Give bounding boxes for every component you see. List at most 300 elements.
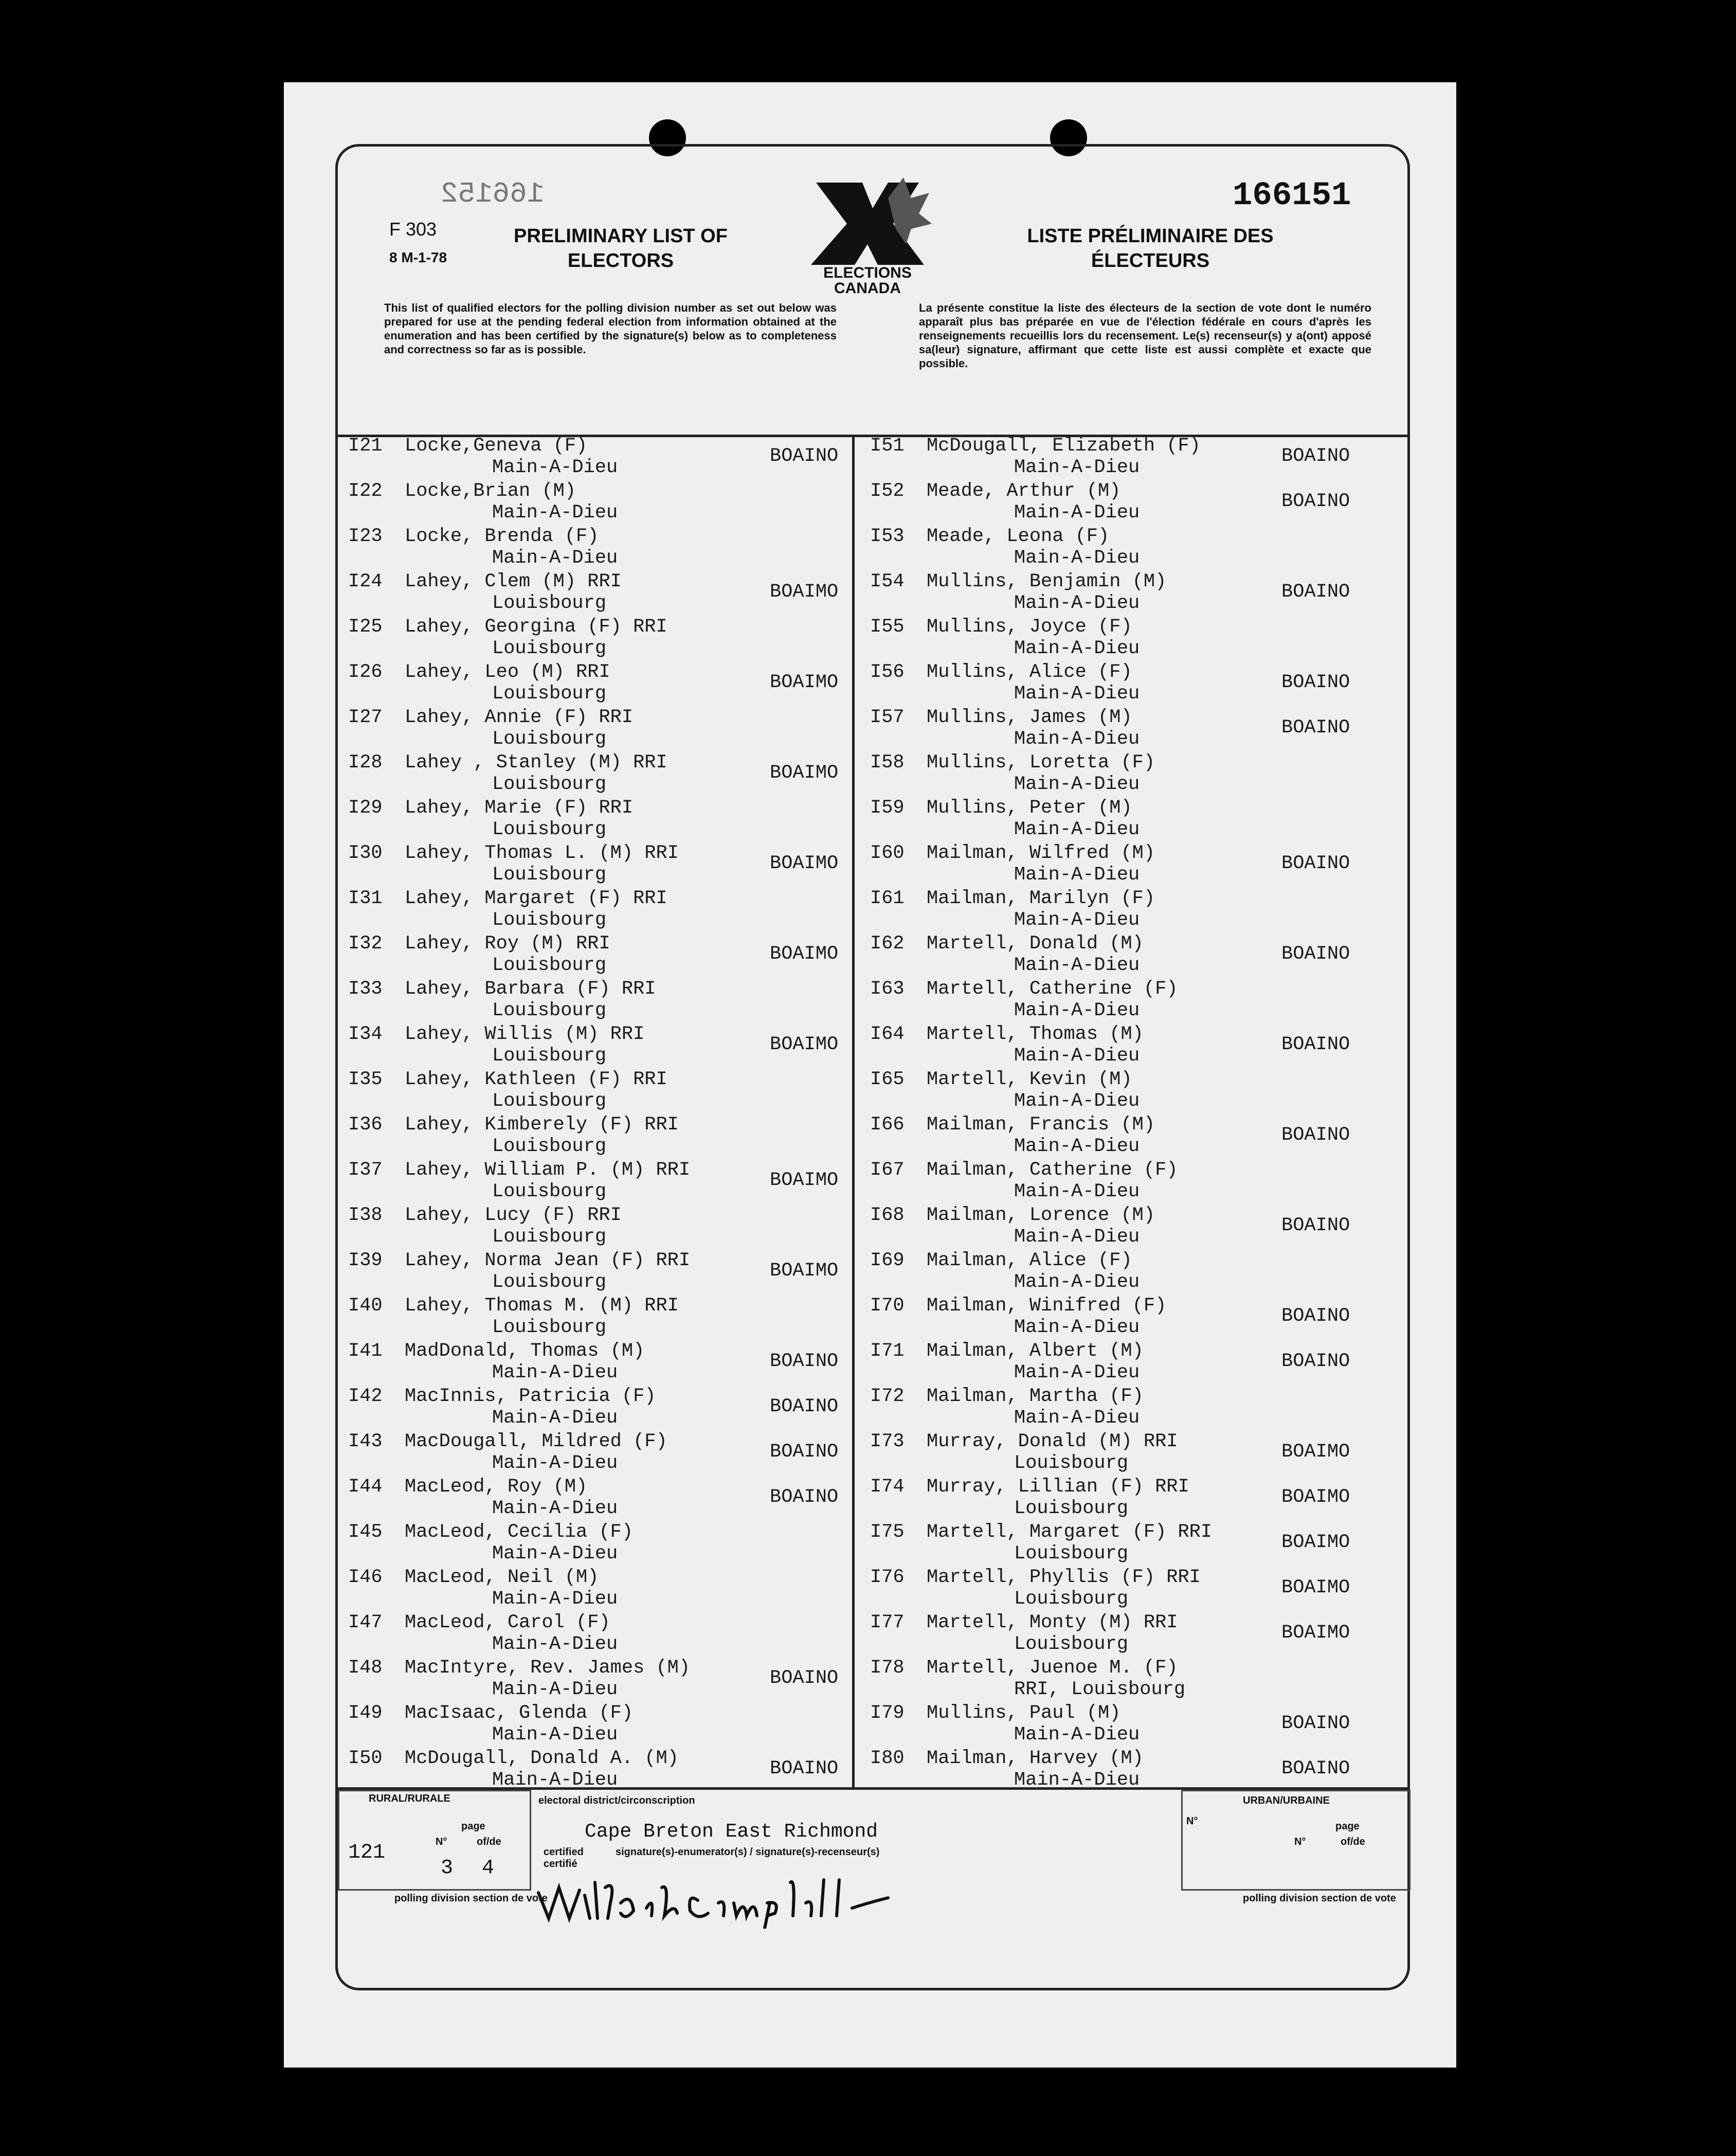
elector-address: Louisbourg (1014, 1498, 1129, 1519)
elector-column-right (870, 435, 1379, 1792)
elector-number: I62 (870, 933, 905, 955)
elector-address: Main-A-Dieu (1014, 774, 1140, 795)
elector-number: I68 (870, 1205, 905, 1226)
elector-address: Main-A-Dieu (1014, 955, 1140, 976)
elector-number: I22 (348, 480, 383, 502)
elector-poll-code: BOAIMO (770, 853, 839, 874)
elector-name: Martell, Thomas (M) (927, 1023, 1144, 1045)
elector-entry (348, 525, 857, 570)
elector-number: I63 (870, 978, 905, 1000)
elector-name: Mailman, Catherine (F) (927, 1159, 1178, 1181)
elector-name: MacLeod, Cecilia (F) (405, 1521, 634, 1543)
polling-division-label: polling division section de vote (394, 1893, 548, 1904)
elector-address: Louisbourg (492, 1271, 607, 1293)
elector-number: I58 (870, 752, 905, 774)
logo-text-canada: CANADA (834, 280, 901, 296)
elector-entry (348, 1521, 857, 1566)
elector-poll-code: BOAINO (1281, 1758, 1350, 1780)
elector-entry (348, 1159, 857, 1204)
elector-address: Louisbourg (1014, 1633, 1129, 1655)
elector-entry (870, 570, 1379, 616)
elector-address: Main-A-Dieu (492, 1588, 618, 1610)
elector-name: Mailman, Marilyn (F) (927, 888, 1155, 909)
rural-page-label: page (461, 1821, 485, 1832)
elector-name: Murray, Donald (M) RRI (927, 1431, 1178, 1452)
elector-number: I43 (348, 1431, 383, 1452)
elector-name: Mailman, Lorence (M) (927, 1205, 1155, 1226)
elector-number: I66 (870, 1114, 905, 1136)
elector-number: I73 (870, 1431, 905, 1452)
form-date: 8 M-1-78 (389, 249, 447, 265)
elector-poll-code: BOAIMO (1281, 1441, 1350, 1463)
logo-text-elections: ELECTIONS (823, 264, 912, 281)
elector-number: I79 (870, 1702, 905, 1724)
elector-name: MacIntyre, Rev. James (M) (405, 1657, 691, 1679)
title-french: LISTE PRÉLIMINAIRE DES ÉLECTEURS (1027, 225, 1274, 272)
elector-number: I72 (870, 1386, 905, 1407)
elector-entry (348, 1340, 857, 1385)
elector-number: I38 (348, 1205, 383, 1226)
elector-number: I55 (870, 616, 905, 638)
elector-number: I77 (870, 1612, 905, 1633)
elector-entry (870, 1340, 1379, 1385)
ghost-serial: 166152 (441, 177, 545, 210)
urban-no-label-2: N° (1294, 1836, 1306, 1847)
elector-entry (348, 1566, 857, 1611)
elector-poll-code: BOAINO (770, 1667, 839, 1689)
elector-name: Mailman, Harvey (M) (927, 1748, 1144, 1769)
district-label: electoral district/circonscription (538, 1795, 695, 1806)
elector-address: Louisbourg (492, 955, 607, 976)
elector-address: Louisbourg (492, 909, 607, 931)
elector-entry (348, 480, 857, 525)
elector-name: MacLeod, Neil (M) (405, 1567, 599, 1588)
elector-address: Main-A-Dieu (1014, 1090, 1140, 1112)
elector-number: I44 (348, 1476, 383, 1498)
elector-number: I49 (348, 1702, 383, 1724)
elector-name: Lahey, Annie (F) RRI (405, 707, 634, 728)
elector-name: Mailman, Winifred (F) (927, 1295, 1167, 1317)
elector-name: Mullins, Peter (M) (927, 797, 1132, 819)
elector-address: Main-A-Dieu (1014, 1407, 1140, 1429)
elector-poll-code: BOAINO (1281, 1215, 1350, 1236)
rural-of-label: of/de (477, 1836, 501, 1847)
elector-name: Meade, Leona (F) (927, 526, 1110, 547)
elector-name: Lahey, Willis (M) RRI (405, 1023, 645, 1045)
elector-number: I21 (348, 435, 383, 457)
elector-address: Louisbourg (492, 774, 607, 795)
elector-poll-code: BOAINO (1281, 943, 1350, 965)
elector-address: Main-A-Dieu (1014, 909, 1140, 931)
polling-division-number: 121 (348, 1841, 386, 1864)
elector-number: I33 (348, 978, 383, 1000)
elector-address: Main-A-Dieu (1014, 683, 1140, 705)
elector-address: Louisbourg (492, 1181, 607, 1202)
elector-address: Main-A-Dieu (492, 547, 618, 569)
elector-address: Louisbourg (492, 1136, 607, 1157)
elector-entry (348, 932, 857, 978)
elector-poll-code: BOAIMO (770, 762, 839, 784)
elector-entry (870, 1521, 1379, 1566)
elector-name: Mullins, Paul (M) (927, 1702, 1121, 1724)
elector-address: Louisbourg (492, 1045, 607, 1067)
elector-name: Lahey, Kathleen (F) RRI (405, 1069, 667, 1090)
elector-poll-code: BOAINO (1281, 445, 1350, 467)
elector-address: Main-A-Dieu (1014, 819, 1140, 840)
elector-address: Louisbourg (492, 638, 607, 659)
elector-address: Louisbourg (1014, 1588, 1129, 1610)
elector-address: Main-A-Dieu (492, 1724, 618, 1746)
page-number: 3 (441, 1857, 454, 1880)
elector-entry (870, 1159, 1379, 1204)
elector-name: Martell, Margaret (F) RRI (927, 1521, 1213, 1543)
elector-entry (870, 1657, 1379, 1702)
elector-entry (348, 1702, 857, 1747)
elector-entry (870, 1566, 1379, 1611)
elector-poll-code: BOAINO (1281, 717, 1350, 739)
elector-number: I23 (348, 526, 383, 547)
elector-address: Main-A-Dieu (492, 1362, 618, 1384)
elector-entry (348, 1747, 857, 1792)
elector-address: Louisbourg (492, 592, 607, 614)
elector-name: McDougall, Donald A. (M) (405, 1748, 679, 1769)
elector-entry (870, 525, 1379, 570)
elector-entry (348, 616, 857, 661)
elector-name: Murray, Lillian (F) RRI (927, 1476, 1189, 1498)
elector-address: Main-A-Dieu (1014, 1317, 1140, 1338)
elector-number: I39 (348, 1250, 383, 1271)
elector-address: Main-A-Dieu (492, 1407, 618, 1429)
elector-number: I46 (348, 1567, 383, 1588)
elector-entry (870, 1385, 1379, 1430)
elector-entry (870, 932, 1379, 978)
intro-english: This list of qualified electors for the polling division number as set out below was prepared for use at the pending federal election from information obtained at the enumeration and has been certified by the signature(s) below as to completeness and correctness so far as is possible. (384, 301, 837, 356)
elector-entry (870, 480, 1379, 525)
elector-entry (870, 1068, 1379, 1113)
elector-address: Main-A-Dieu (492, 1543, 618, 1565)
elector-address: Main-A-Dieu (492, 1498, 618, 1519)
elector-poll-code: BOAINO (1281, 1124, 1350, 1146)
elector-number: I53 (870, 526, 905, 547)
form-header (338, 147, 1407, 437)
elector-address: Main-A-Dieu (1014, 1136, 1140, 1157)
elector-address: Main-A-Dieu (492, 502, 618, 524)
elector-name: Mailman, Martha (F) (927, 1386, 1144, 1407)
elector-address: Main-A-Dieu (1014, 502, 1140, 524)
elector-address: Louisbourg (492, 728, 607, 750)
elector-name: Martell, Kevin (M) (927, 1069, 1132, 1090)
elector-name: Martell, Donald (M) (927, 933, 1144, 955)
elector-number: I60 (870, 842, 905, 864)
elector-name: Martell, Juenoe M. (F) (927, 1657, 1178, 1679)
elector-poll-code: BOAINO (770, 1351, 839, 1372)
title-english: PRELIMINARY LIST OF ELECTORS (514, 225, 728, 272)
elector-entry (870, 1249, 1379, 1295)
elector-name: Mailman, Alice (F) (927, 1250, 1132, 1271)
elections-canada-logo-icon (801, 177, 934, 296)
elector-entry (870, 1702, 1379, 1747)
elector-entry (870, 1023, 1379, 1068)
urban-polling-label: polling division section de vote (1243, 1893, 1396, 1904)
elector-poll-code: BOAIMO (770, 943, 839, 965)
elector-address: Main-A-Dieu (1014, 1045, 1140, 1067)
elector-poll-code: BOAIMO (770, 581, 839, 603)
elector-number: I69 (870, 1250, 905, 1271)
elector-number: I45 (348, 1521, 383, 1543)
elector-name: Lahey, William P. (M) RRI (405, 1159, 691, 1181)
rural-label: RURAL/RURALE (369, 1793, 450, 1804)
elector-address: Main-A-Dieu (1014, 592, 1140, 614)
elector-poll-code: BOAINO (770, 1396, 839, 1417)
elector-poll-code: BOAIMO (1281, 1532, 1350, 1553)
elector-number: I27 (348, 707, 383, 728)
elector-poll-code: BOAINO (1281, 1034, 1350, 1055)
elector-address: Main-A-Dieu (492, 1452, 618, 1474)
elector-poll-code: BOAIMO (1281, 1622, 1350, 1644)
rural-box (338, 1790, 531, 1891)
elector-poll-code: BOAINO (770, 1758, 839, 1780)
document-page (284, 82, 1456, 2068)
electoral-district: Cape Breton East Richmond (585, 1821, 878, 1843)
elector-number: I47 (348, 1612, 383, 1633)
elector-number: I80 (870, 1748, 905, 1769)
elector-entry (870, 435, 1379, 480)
elector-poll-code: BOAINO (770, 1441, 839, 1463)
elector-entry (870, 842, 1379, 887)
elector-entry (870, 661, 1379, 706)
elector-name: Lahey, Clem (M) RRI (405, 571, 622, 592)
elector-name: MacInnis, Patricia (F) (405, 1386, 656, 1407)
page-of-total: 4 (482, 1857, 495, 1880)
elector-entry (870, 1611, 1379, 1657)
elector-poll-code: BOAIMO (770, 1170, 839, 1191)
elector-number: I67 (870, 1159, 905, 1181)
elector-poll-code: BOAINO (1281, 853, 1350, 874)
elector-number: I28 (348, 752, 383, 774)
elector-number: I24 (348, 571, 383, 592)
elector-name: MacLeod, Roy (M) (405, 1476, 588, 1498)
elector-name: Lahey, Thomas M. (M) RRI (405, 1295, 679, 1317)
elector-entry (870, 1204, 1379, 1249)
elector-number: I42 (348, 1386, 383, 1407)
elector-name: Lahey, Lucy (F) RRI (405, 1205, 622, 1226)
elector-entry (348, 1113, 857, 1159)
elector-address: Main-A-Dieu (1014, 864, 1140, 886)
elector-poll-code: BOAIMO (770, 1034, 839, 1055)
elector-number: I59 (870, 797, 905, 819)
elector-entry (870, 751, 1379, 797)
elector-address: Main-A-Dieu (492, 1633, 618, 1655)
urban-label: URBAN/URBAINE (1243, 1795, 1330, 1806)
elector-address: RRI, Louisbourg (1014, 1679, 1186, 1700)
elector-entry (348, 435, 857, 480)
signature-label: signature(s)-enumerator(s) / signature(s)-recenseur(s) (616, 1846, 880, 1858)
elector-entry (870, 1747, 1379, 1792)
elector-address: Main-A-Dieu (492, 457, 618, 478)
elector-name: Lahey, Barbara (F) RRI (405, 978, 656, 1000)
elector-name: Lahey , Stanley (M) RRI (405, 752, 667, 774)
elector-number: I54 (870, 571, 905, 592)
elector-name: MadDonald, Thomas (M) (405, 1340, 645, 1362)
elector-number: I37 (348, 1159, 383, 1181)
elector-poll-code: BOAINO (1281, 1713, 1350, 1734)
elector-address: Main-A-Dieu (1014, 457, 1140, 478)
elector-column-left (348, 435, 857, 1792)
elector-entry (870, 1113, 1379, 1159)
elector-name: Meade, Arthur (M) (927, 480, 1121, 502)
elector-name: Mailman, Albert (M) (927, 1340, 1144, 1362)
elector-number: I56 (870, 661, 905, 683)
elector-number: I61 (870, 888, 905, 909)
elector-poll-code: BOAIMO (1281, 1486, 1350, 1508)
enumerator-signature (533, 1872, 893, 1929)
elector-name: Lahey, Georgina (F) RRI (405, 616, 667, 638)
elector-number: I74 (870, 1476, 905, 1498)
elector-name: Mullins, Alice (F) (927, 661, 1132, 683)
elector-address: Louisbourg (492, 1226, 607, 1248)
elector-number: I41 (348, 1340, 383, 1362)
elector-name: Lahey, Margaret (F) RRI (405, 888, 667, 909)
elector-poll-code: BOAINO (1281, 491, 1350, 512)
elector-number: I30 (348, 842, 383, 864)
elector-address: Main-A-Dieu (1014, 638, 1140, 659)
elector-name: Lahey, Kimberely (F) RRI (405, 1114, 679, 1136)
elector-name: Mailman, Francis (M) (927, 1114, 1155, 1136)
rural-no-label: N° (436, 1836, 447, 1847)
elector-entry (348, 1023, 857, 1068)
elector-entry (870, 616, 1379, 661)
elector-name: Mailman, Wilfred (M) (927, 842, 1155, 864)
elector-entry (348, 1385, 857, 1430)
elector-poll-code: BOAINO (770, 1486, 839, 1508)
elector-name: McDougall, Elizabeth (F) (927, 435, 1201, 457)
elector-name: Lahey, Marie (F) RRI (405, 797, 634, 819)
form-footer (338, 1787, 1407, 1929)
elector-address: Main-A-Dieu (1014, 1226, 1140, 1248)
elector-name: Lahey, Norma Jean (F) RRI (405, 1250, 691, 1271)
form-frame (335, 144, 1410, 1990)
urban-page-label: page (1335, 1821, 1360, 1832)
elector-entry (348, 751, 857, 797)
urban-no-label: N° (1186, 1816, 1198, 1827)
elector-name: Lahey, Roy (M) RRI (405, 933, 610, 955)
elector-entry (348, 1068, 857, 1113)
elector-address: Louisbourg (1014, 1543, 1129, 1565)
elector-number: I29 (348, 797, 383, 819)
elector-address: Louisbourg (492, 1317, 607, 1338)
elector-number: I32 (348, 933, 383, 955)
elector-number: I75 (870, 1521, 905, 1543)
elector-entry (870, 706, 1379, 751)
urban-of-label: of/de (1341, 1836, 1365, 1847)
elector-name: Locke,Brian (M) (405, 480, 576, 502)
elector-entry (348, 842, 857, 887)
elector-entry (348, 1430, 857, 1476)
elector-entry (870, 1430, 1379, 1476)
signature-text: Wilfred Campbell (709, 1926, 718, 1927)
elector-entry (348, 1204, 857, 1249)
elector-number: I52 (870, 480, 905, 502)
elector-name: Mullins, Joyce (F) (927, 616, 1132, 638)
elector-number: I51 (870, 435, 905, 457)
elector-number: I64 (870, 1023, 905, 1045)
elector-name: Locke,Geneva (F) (405, 435, 588, 457)
elector-entry (870, 978, 1379, 1023)
elector-entry (348, 1476, 857, 1521)
elector-entry (348, 797, 857, 842)
elector-name: Martell, Monty (M) RRI (927, 1612, 1178, 1633)
intro-french: La présente constitue la liste des électeurs de la section de vote dont le numéro apparaît plus bas préparée en vue de l'élection fédérale en cours d'après les renseignements recueillis lors du recensement. Le(s) recenseur(s) y a(ont) apposé sa(leur) signature, affirmant que cette liste est aussi complète et exacte que possible. (919, 301, 1371, 370)
elector-entry (348, 1295, 857, 1340)
elector-name: Lahey, Leo (M) RRI (405, 661, 610, 683)
elector-address: Louisbourg (492, 1000, 607, 1021)
elector-name: Mullins, James (M) (927, 707, 1132, 728)
elector-address: Main-A-Dieu (1014, 1181, 1140, 1202)
elector-entry (348, 1657, 857, 1702)
elector-address: Louisbourg (1014, 1452, 1129, 1474)
elector-number: I25 (348, 616, 383, 638)
elector-poll-code: BOAINO (1281, 1305, 1350, 1327)
elector-entry (870, 797, 1379, 842)
elector-entry (870, 1295, 1379, 1340)
elector-entry (870, 1476, 1379, 1521)
elector-name: Martell, Phyllis (F) RRI (927, 1567, 1201, 1588)
elector-address: Louisbourg (492, 864, 607, 886)
elector-entry (870, 887, 1379, 932)
elector-number: I76 (870, 1567, 905, 1588)
elector-number: I57 (870, 707, 905, 728)
elector-number: I26 (348, 661, 383, 683)
elector-number: I48 (348, 1657, 383, 1679)
elector-address: Louisbourg (492, 819, 607, 840)
elector-address: Main-A-Dieu (1014, 728, 1140, 750)
elector-name: Mullins, Loretta (F) (927, 752, 1155, 774)
elector-address: Main-A-Dieu (1014, 1000, 1140, 1021)
elector-address: Main-A-Dieu (1014, 1271, 1140, 1293)
elector-address: Main-A-Dieu (1014, 547, 1140, 569)
elector-address: Main-A-Dieu (1014, 1769, 1140, 1791)
elector-poll-code: BOAIMO (770, 672, 839, 693)
elector-address: Louisbourg (492, 683, 607, 705)
elector-entry (348, 978, 857, 1023)
elector-address: Main-A-Dieu (1014, 1362, 1140, 1384)
elector-number: I40 (348, 1295, 383, 1317)
elector-number: I71 (870, 1340, 905, 1362)
elector-name: Locke, Brenda (F) (405, 526, 599, 547)
elector-number: I65 (870, 1069, 905, 1090)
elector-name: MacLeod, Carol (F) (405, 1612, 610, 1633)
elector-entry (348, 706, 857, 751)
elector-entry (348, 661, 857, 706)
elector-poll-code: BOAINO (770, 445, 839, 467)
serial-number: 166151 (1233, 177, 1351, 214)
form-number: F 303 (389, 219, 437, 240)
elector-address: Main-A-Dieu (492, 1679, 618, 1700)
elector-number: I78 (870, 1657, 905, 1679)
elector-name: MacIsaac, Glenda (F) (405, 1702, 634, 1724)
elector-address: Louisbourg (492, 1090, 607, 1112)
elector-number: I70 (870, 1295, 905, 1317)
elector-name: Mullins, Benjamin (M) (927, 571, 1167, 592)
elector-entry (348, 570, 857, 616)
elector-number: I50 (348, 1748, 383, 1769)
elector-entry (348, 1611, 857, 1657)
elector-name: Martell, Catherine (F) (927, 978, 1178, 1000)
elector-poll-code: BOAIMO (1281, 1577, 1350, 1598)
elector-address: Main-A-Dieu (492, 1769, 618, 1791)
elector-number: I34 (348, 1023, 383, 1045)
elector-address: Main-A-Dieu (1014, 1724, 1140, 1746)
